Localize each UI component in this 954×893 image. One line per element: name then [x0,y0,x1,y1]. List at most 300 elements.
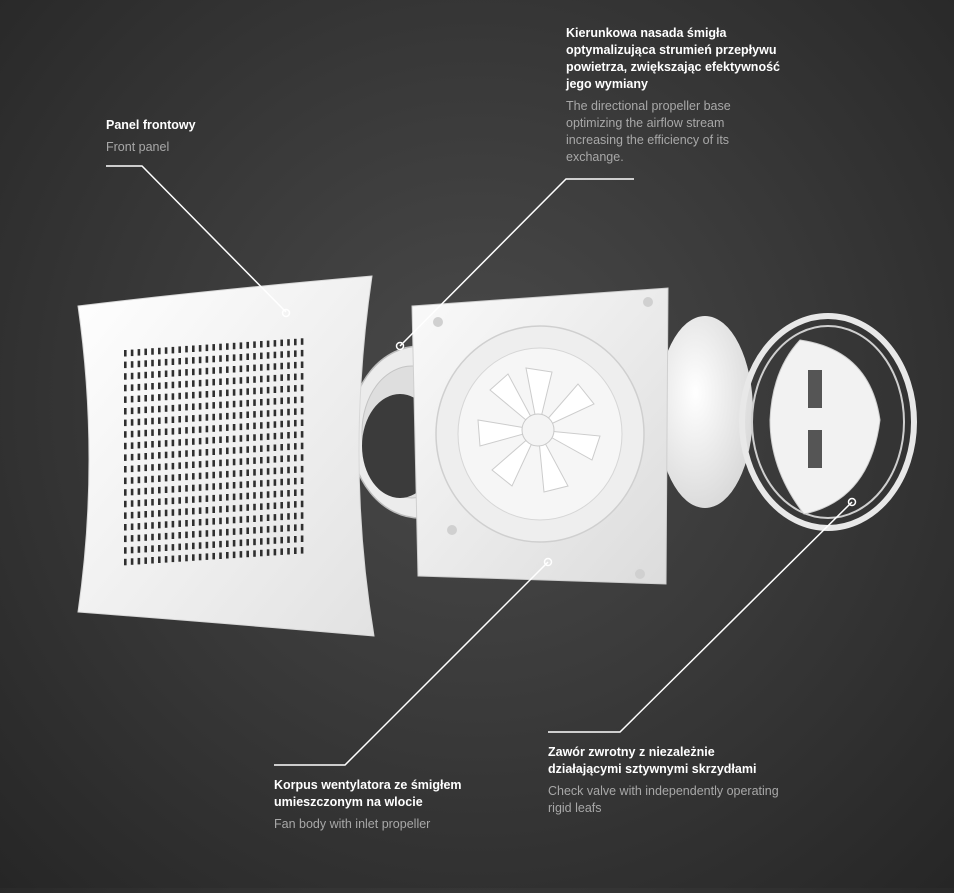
grille-slot [178,346,181,353]
grille-slot [192,473,195,480]
grille-slot [151,464,154,471]
grille-slot [199,484,202,491]
grille-slot [240,447,243,454]
grille-slot [138,442,141,449]
grille-slot [219,425,222,432]
grille-slot [192,415,195,422]
grille-slot [151,360,154,367]
grille-slot [206,414,209,421]
grille-slot [240,342,243,349]
grille-slot [260,445,263,452]
grille-slot [280,386,283,393]
grille-slot [219,379,222,386]
grille-slot [178,428,181,435]
grille-slot [178,416,181,423]
grille-slot [178,381,181,388]
grille-slot [138,384,141,391]
grille-slot [124,524,127,531]
grille-slot [158,522,161,529]
callout-directional-base-title-pl: Kierunkowa nasada śmigła optymalizująca strumień przepływu powietrza, zwiększając efektywność jego wymiany [566,26,780,91]
grille-slot [185,485,188,492]
grille-slot [226,471,229,478]
grille-slot [233,540,236,547]
grille-slot [138,419,141,426]
grille-slot [233,378,236,385]
grille-slot [192,392,195,399]
grille-slot [131,489,134,496]
grille-slot [206,519,209,526]
grille-slot [280,340,283,347]
grille-slot [165,382,168,389]
grille-slot [240,412,243,419]
grille-slot [165,475,168,482]
grille-slot [212,460,215,467]
grille-slot [192,485,195,492]
grille-slot [172,498,175,505]
grille-slot [172,509,175,516]
grille-slot [144,499,147,506]
grille-slot [294,524,297,531]
grille-slot [212,449,215,456]
grille-slot [226,355,229,362]
grille-slot [226,390,229,397]
grille-slot [246,481,249,488]
grille-slot [199,554,202,561]
grille-slot [287,513,290,520]
grille-slot [274,352,277,359]
grille-slot [260,434,263,441]
grille-slot [260,341,263,348]
grille-slot [138,512,141,519]
grille-slot [206,345,209,352]
grille-slot [280,502,283,509]
grille-slot [185,520,188,527]
grille-slot [158,464,161,471]
grille-slot [192,427,195,434]
grille-slot [206,426,209,433]
grille-slot [226,494,229,501]
grille-slot [206,391,209,398]
grille-slot [253,492,256,499]
grille-slot [233,436,236,443]
grille-slot [253,423,256,430]
grille-slot [172,556,175,563]
grille-slot [294,490,297,497]
grille-slot [246,354,249,361]
grille-slot [212,518,215,525]
grille-slot [301,466,304,473]
grille-slot [178,370,181,377]
grille-slot [301,431,304,438]
grille-slot [212,495,215,502]
grille-slot [172,417,175,424]
grille-slot [219,390,222,397]
grille-slot [185,427,188,434]
grille-slot [138,430,141,437]
grille-slot [233,470,236,477]
grille-slot [144,407,147,414]
grille-slot [253,481,256,488]
grille-slot [253,399,256,406]
grille-slot [260,538,263,545]
grille-slot [158,487,161,494]
grille-slot [260,422,263,429]
grille-slot [158,510,161,516]
grille-slot [185,392,188,399]
grille-slot [260,515,263,522]
grille-slot [192,496,195,503]
grille-slot [144,546,147,553]
grille-slot [212,507,215,514]
grille-slot [158,348,161,355]
grille-slot [144,557,147,564]
grille-slot [138,546,141,553]
grille-slot [151,348,154,355]
grille-slot [151,453,154,460]
grille-slot [267,480,270,487]
grille-slot [233,459,236,466]
grille-slot [151,476,154,483]
grille-slot [185,497,188,504]
grille-slot [178,439,181,446]
grille-slot [158,429,161,436]
grille-slot [206,403,209,410]
grille-slot [165,521,168,528]
grille-slot [294,536,297,543]
grille-slot [199,473,202,480]
grille-slot [233,354,236,361]
grille-slot [301,373,304,380]
grille-slot [172,486,175,493]
grille-slot [246,412,249,419]
rear-disc [657,316,753,508]
grille-slot [151,418,154,425]
grille-slot [199,403,202,410]
grille-slot [124,501,127,508]
grille-slot [192,508,195,515]
grille-slot [185,416,188,423]
grille-slot [294,420,297,427]
grille-slot [199,380,202,387]
grille-slot [233,447,236,454]
grille-slot [165,394,168,401]
grille-slot [131,373,134,380]
grille-slot [260,353,263,360]
grille-slot [212,472,215,479]
grille-slot [199,368,202,375]
grille-slot [301,524,304,531]
grille-slot [124,547,127,554]
grille-slot [287,548,290,555]
grille-slot [206,461,209,468]
grille-slot [206,368,209,375]
grille-slot [219,529,222,536]
grille-slot [138,558,141,565]
grille-slot [301,478,304,485]
grille-slot [158,406,161,413]
grille-slot [233,412,236,419]
grille-slot [240,540,243,547]
grille-slot [267,422,270,429]
grille-slot [206,530,209,537]
grille-slot [274,514,277,521]
grille-slot [165,545,168,552]
grille-slot [212,367,215,374]
grille-slot [199,345,202,352]
grille-slot [246,528,249,535]
grille-slot [253,388,256,395]
grille-slot [287,432,290,439]
grille-slot [124,408,127,415]
grille-slot [274,491,277,498]
grille-slot [124,478,127,485]
grille-slot [144,523,147,530]
grille-slot [240,424,243,431]
grille-slot [144,441,147,448]
grille-slot [178,462,181,469]
grille-slot [260,469,263,476]
grille-slot [131,350,134,357]
grille-slot [267,399,270,406]
grille-slot [199,357,202,364]
grille-slot [144,349,147,356]
grille-slot [301,489,304,496]
grille-slot [274,363,277,370]
grille-slot [267,549,270,556]
grille-slot [240,435,243,442]
grille-slot [280,421,283,428]
grille-slot [165,405,168,412]
grille-slot [219,541,222,548]
grille-slot [301,443,304,450]
grille-slot [260,550,263,557]
grille-slot [172,393,175,400]
grille-slot [287,467,290,474]
grille-slot [172,428,175,435]
grille-slot [206,472,209,479]
grille-slot [267,387,270,394]
grille-slot [226,424,229,431]
grille-slot [131,431,134,438]
grille-slot [212,391,215,398]
grille-slot [138,396,141,403]
grille-slot [144,534,147,541]
grille-slot [267,341,270,348]
grille-slot [172,533,175,540]
grille-slot [131,500,134,507]
grille-slot [246,377,249,384]
grille-slot [226,436,229,443]
grille-slot [287,525,290,532]
grille-slot [246,493,249,500]
grille-slot [280,409,283,416]
grille-slot [246,365,249,372]
grille-slot [172,359,175,366]
grille-slot [124,559,127,566]
grille-slot [158,359,161,366]
grille-slot [267,375,270,382]
grille-slot [144,372,147,379]
grille-slot [274,456,277,463]
grille-slot [185,358,188,365]
grille-slot [138,465,141,472]
grille-slot [294,362,297,369]
grille-slot [253,539,256,546]
grille-slot [240,493,243,500]
grille-slot [253,341,256,348]
grille-slot [280,467,283,474]
grille-slot [206,379,209,386]
grille-slot [287,409,290,416]
grille-slot [178,532,181,539]
grille-slot [165,510,168,517]
grille-slot [253,516,256,523]
grille-slot [233,528,236,535]
grille-slot [287,374,290,381]
grille-slot [206,553,209,560]
grille-slot [219,367,222,374]
grille-slot [192,520,195,527]
grille-slot [267,457,270,464]
grille-slot [138,349,141,356]
grille-slot [178,404,181,411]
grille-slot [287,444,290,451]
grille-slot [192,462,195,469]
grille-slot [192,450,195,457]
grille-slot [246,342,249,349]
callout-fan-body-title-pl: Korpus wentylatora ze śmigłem umieszczonym na wlocie [274,778,462,809]
grille-slot [158,545,161,552]
grille-slot [206,484,209,491]
grille-slot [246,539,249,546]
grille-slot [206,356,209,363]
grille-slot [151,534,154,541]
grille-slot [267,445,270,452]
grille-slot [226,366,229,373]
grille-slot [165,417,168,424]
grille-slot [212,344,215,351]
grille-slot [165,533,168,540]
grille-slot [199,438,202,445]
grille-slot [138,454,141,461]
grille-slot [287,386,290,393]
grille-slot [287,339,290,346]
grille-slot [158,475,161,482]
grille-slot [294,350,297,357]
grille-slot [124,373,127,380]
check-valve [742,316,914,528]
grille-slot [151,499,154,506]
grille-slot [185,404,188,411]
grille-slot [185,381,188,388]
grille-slot [212,437,215,444]
grille-slot [260,399,263,406]
grille-slot [233,552,236,559]
grille-slot [294,548,297,555]
grille-slot [280,490,283,497]
grille-slot [138,477,141,484]
callout-directional-base [566,25,781,166]
grille-slot [124,489,127,496]
grille-slot [260,411,263,418]
grille-slot [144,511,147,518]
grille-slot [165,371,168,378]
grille-slot [165,463,168,470]
grille-slot [301,396,304,403]
grille-slot [185,532,188,539]
grille-slot [233,517,236,524]
grille-slot [301,385,304,392]
grille-slot [199,415,202,422]
grille-slot [226,482,229,489]
grille-slot [274,398,277,405]
grille-slot [158,441,161,448]
grille-slot [233,401,236,408]
grille-slot [253,434,256,441]
grille-slot [178,520,181,527]
grille-slot [124,512,127,519]
grille-slot [267,515,270,522]
grille-slot [185,508,188,515]
grille-slot [226,459,229,466]
grille-slot [124,443,127,450]
grille-slot [240,528,243,535]
grille-slot [144,465,147,472]
grille-slot [260,376,263,383]
grille-slot [138,523,141,530]
grille-slot [212,541,215,548]
grille-slot [246,400,249,407]
grille-slot [274,375,277,382]
grille-slot [267,410,270,417]
grille-slot [212,425,215,432]
grille-slot [138,535,141,542]
grille-slot [178,544,181,551]
grille-slot [158,499,161,506]
grille-slot [178,451,181,458]
grille-slot [287,478,290,485]
grille-slot [151,371,154,378]
grille-slot [253,527,256,534]
grille-slot [280,456,283,463]
grille-slot [301,501,304,508]
grille-slot [253,446,256,453]
grille-slot [124,454,127,461]
grille-slot [151,545,154,552]
grille-slot [246,458,249,465]
grille-slot [172,451,175,458]
grille-slot [165,347,168,354]
grille-slot [301,338,304,345]
grille-slot [192,369,195,376]
grille-slot [260,480,263,487]
grille-slot [185,474,188,481]
grille-slot [301,350,304,357]
grille-slot [124,536,127,543]
grille-slot [199,461,202,468]
grille-slot [178,393,181,400]
grille-slot [274,410,277,417]
grille-slot [219,402,222,409]
grille-slot [192,357,195,364]
grille-slot [138,361,141,368]
fan-body [412,288,668,584]
grille-slot [219,495,222,502]
grille-slot [253,457,256,464]
grille-slot [144,418,147,425]
grille-slot [138,372,141,379]
grille-slot [280,548,283,555]
